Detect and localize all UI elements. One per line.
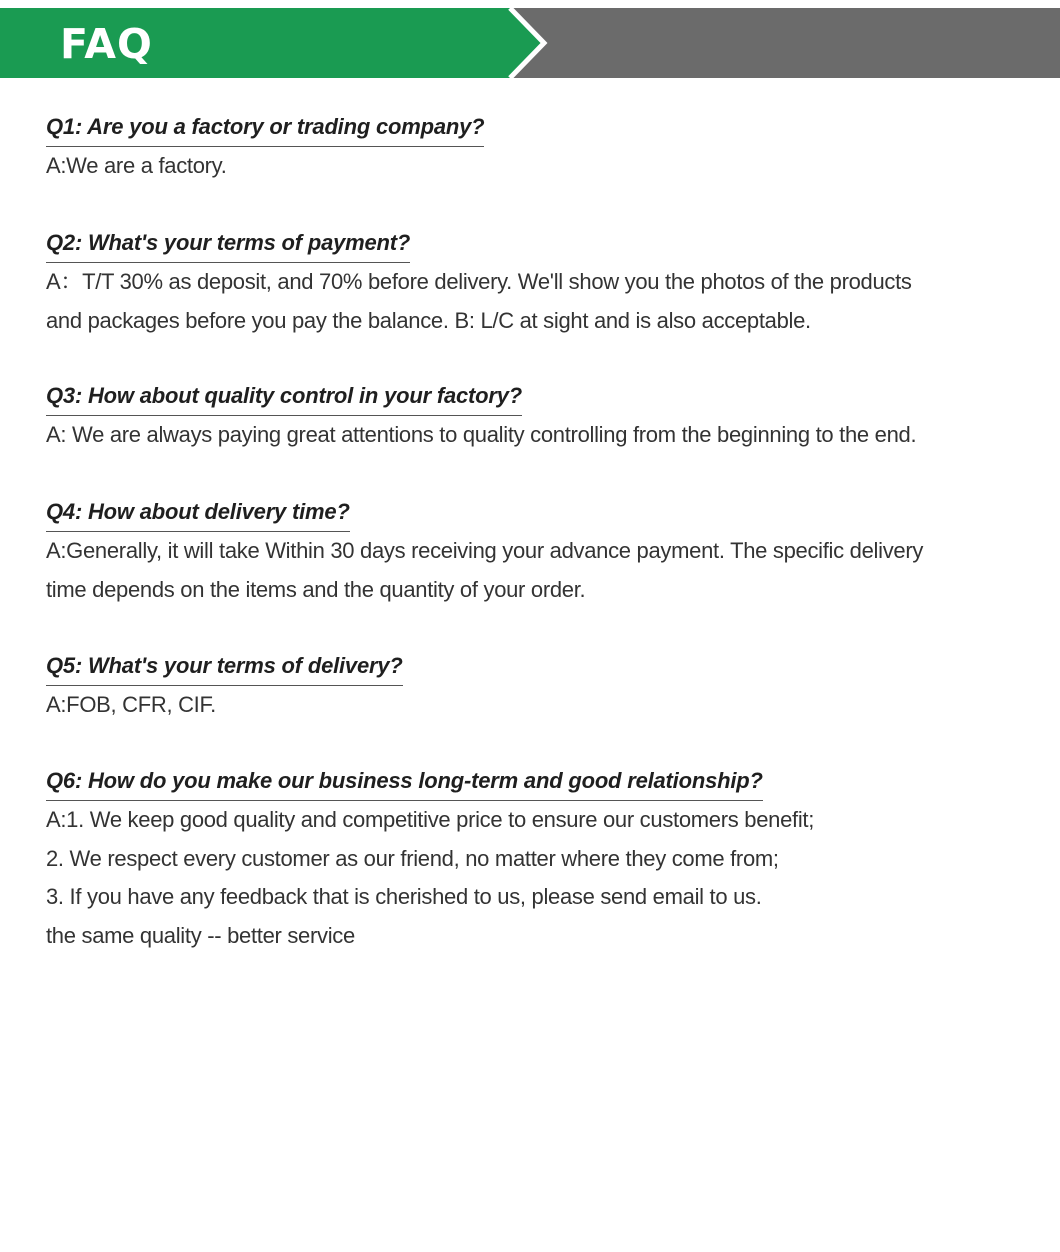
faq-answer-1-line-1: A:We are a factory. (46, 153, 227, 178)
faq-answer-6-line-3: 3. If you have any feedback that is cherished to us, please send email to us. (46, 884, 762, 909)
faq-answer-2-line-1: A：T/T 30% as deposit, and 70% before delivery. We'll show you the photos of the products (46, 269, 912, 294)
faq-answer-5-line-1: A:FOB, CFR, CIF. (46, 692, 216, 717)
faq-answer-4 (46, 532, 1026, 609)
faq-answer-6 (46, 801, 1026, 955)
page-title: FAQ (60, 20, 153, 68)
faq-question-3: Q3: How about quality control in your factory? (46, 381, 522, 416)
faq-question-6: Q6: How do you make our business long-term and good relationship? (46, 766, 763, 801)
header-gray-band (510, 8, 1060, 78)
faq-question-2: Q2: What's your terms of payment? (46, 228, 410, 263)
faq-answer-2-line-2: and packages before you pay the balance. B: L/C at sight and is also acceptable. (46, 307, 811, 333)
faq-answer-2 (46, 263, 1026, 340)
faq-answer-4-line-1: A:Generally, it will take Within 30 days receiving your advance payment. The specific delivery (46, 538, 924, 563)
faq-item-3 (46, 381, 1026, 455)
faq-item-1 (46, 112, 1026, 186)
faq-answer-6-line-1: A:1. We keep good quality and competitive price to ensure our customers benefit; (46, 807, 815, 832)
faq-answer-1 (46, 147, 1026, 186)
header-banner-shapes (0, 8, 1060, 78)
faq-item-4 (46, 497, 1026, 609)
faq-answer-6-line-4: the same quality -- better service (46, 922, 355, 948)
faq-question-1: Q1: Are you a factory or trading company? (46, 112, 484, 147)
faq-answer-4-line-2: time depends on the items and the quantity of your order. (46, 576, 586, 602)
faq-answer-3 (46, 416, 1026, 455)
faq-answer-3-line-1: A: We are always paying great attentions to quality controlling from the beginning to the end. (46, 422, 917, 447)
faq-answer-5 (46, 686, 1026, 725)
faq-question-4: Q4: How about delivery time? (46, 497, 350, 532)
faq-question-5: Q5: What's your terms of delivery? (46, 651, 403, 686)
faq-header-banner (0, 8, 1060, 78)
faq-item-2 (46, 228, 1026, 340)
faq-item-5 (46, 651, 1026, 725)
faq-answer-6-line-2: 2. We respect every customer as our friend, no matter where they come from; (46, 845, 779, 871)
faq-item-6 (46, 766, 1026, 955)
